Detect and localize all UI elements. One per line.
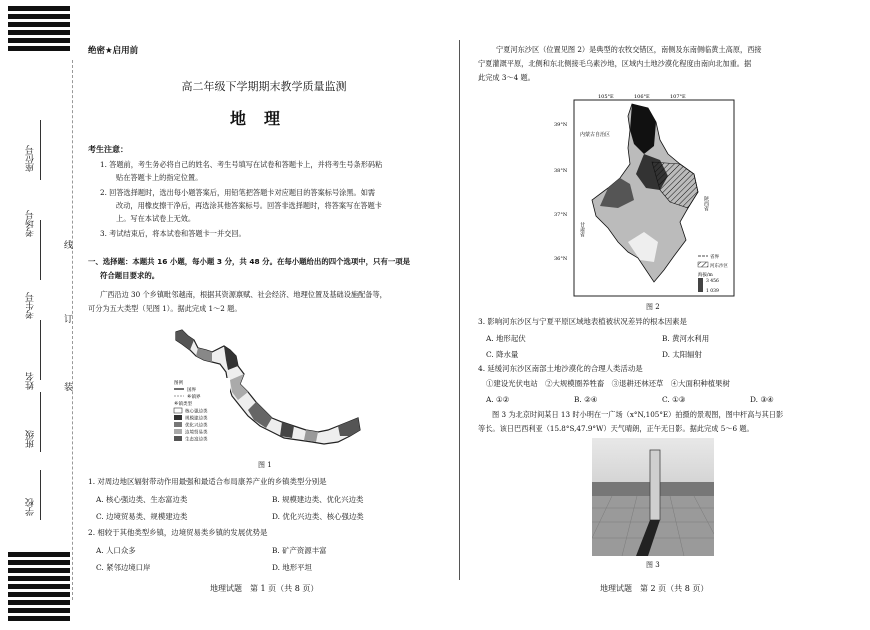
intro-line: 广西沿边 30 个乡镇毗邻越南，根据其资源禀赋、社会经济、地理位置及基础设施配备等，	[100, 290, 387, 299]
q4-option-a[interactable]: A. ①②	[486, 395, 510, 404]
legend-swatch	[174, 436, 182, 441]
seat-label: 座位号	[26, 145, 36, 172]
notice-item: 贴在答题卡上的指定位置。	[116, 173, 203, 182]
binding-strip	[0, 0, 72, 630]
notice-item: 2. 回答选择题时，选出每小题答案后，用铅笔把答题卡对应题目的答案标号涂黑。如需	[100, 188, 376, 197]
notice-item: 改动，用橡皮擦干净后，再选涂其他答案标号。回答非选择题时，将答案写在答题卡	[116, 201, 382, 210]
strip-bar	[8, 552, 70, 557]
legend-item: 海拔/m	[698, 273, 713, 278]
legend-item: 乡镇界	[187, 395, 201, 400]
legend-item: 国界	[187, 388, 196, 393]
strip-bar	[8, 592, 70, 597]
strip-bar	[8, 576, 70, 581]
notice-heading: 考生注意：	[88, 145, 128, 154]
legend-swatch	[174, 415, 182, 420]
strip-bar	[8, 568, 70, 573]
fill-line	[40, 120, 41, 180]
q1-option-d[interactable]: D. 优化兴边类、核心强边类	[272, 512, 364, 521]
lon-label: 106°E	[634, 94, 650, 100]
q4-option-d[interactable]: D. ③④	[750, 395, 774, 404]
q3-option-b[interactable]: B. 黄河水利用	[662, 334, 710, 343]
fill-line	[40, 220, 41, 280]
cut-mark: 装	[64, 383, 74, 393]
confidential-mark: 绝密★启用前	[88, 46, 139, 56]
legend-item: 乡镇类型	[174, 402, 192, 407]
legend-item: 生态富边类	[185, 437, 208, 443]
notice-item: 上。写在本试卷上无效。	[116, 214, 196, 223]
q1-option-a[interactable]: A. 核心强边类、生态富边类	[96, 495, 188, 504]
strip-bar	[8, 30, 70, 35]
legend-title: 图例	[174, 381, 183, 386]
q2-option-b[interactable]: B. 矿产资源丰富	[272, 546, 327, 555]
page-divider	[459, 40, 460, 580]
name-label: 姓名	[26, 372, 36, 390]
intro-line: 此完成 3～4 题。	[478, 73, 535, 82]
q2-stem: 2. 相较于其他类型乡镇，边境贸易类乡镇的发展优势是	[88, 528, 268, 537]
region-label: 内蒙古自治区	[580, 132, 611, 138]
strip-bar	[8, 46, 70, 51]
intro-line: 宁夏灌溉平原，北侧和东北侧接毛乌素沙地，区域内土地沙漠化程度由南向北加重。据	[478, 59, 752, 68]
legend-item: 核心强边类	[185, 409, 208, 415]
township-core	[338, 418, 360, 436]
school-label: 学校	[26, 498, 36, 516]
q2-option-c[interactable]: C. 紧邻边境口岸	[96, 563, 151, 572]
legend-item: 河东沙区	[710, 264, 728, 269]
lon-label: 105°E	[598, 94, 614, 100]
q4-option-c[interactable]: C. ①③	[662, 395, 686, 404]
legend-swatch	[698, 262, 708, 267]
q3-option-d[interactable]: D. 太阳辐射	[662, 350, 702, 359]
section-heading-b: 在每小题给出的四个选项中，只有一项是	[276, 257, 411, 266]
region-label: 甘肃省	[579, 222, 585, 237]
lat-label: 39°N	[554, 122, 568, 128]
q2-option-d[interactable]: D. 地形平坦	[272, 563, 312, 572]
examinee-label: 考生号	[26, 292, 36, 319]
q2-option-a[interactable]: A. 人口众多	[96, 546, 136, 555]
figure1-caption: 图 1	[258, 461, 272, 469]
fig3-intro-line: 等长。该日巴西利亚（15.8°S,47.9°W）天气晴朗，正午无日影。据此完成 5～6 题。	[478, 424, 754, 433]
q1-option-b[interactable]: B. 规模建边类、优化兴边类	[272, 495, 364, 504]
intro-line: 宁夏河东沙区（位置见图 2）是典型的农牧交错区，南侧及东南侧临黄土高原，西接	[496, 45, 762, 54]
elevation-max: 3 456	[706, 279, 719, 284]
township-scale	[196, 348, 212, 362]
section-heading	[88, 256, 448, 269]
lat-label: 37°N	[554, 212, 568, 218]
fill-line	[40, 470, 41, 520]
strip-bar	[8, 14, 70, 19]
exam-title: 高二年级下学期期末教学质量监测	[181, 80, 347, 93]
strip-bar	[8, 38, 70, 43]
strip-bar	[8, 6, 70, 11]
township-trade	[280, 422, 294, 438]
q1-stem: 1. 对周边地区辐射带动作用最强和最适合布局康养产业的乡镇类型分别是	[88, 477, 327, 486]
strip-bar	[8, 600, 70, 605]
cut-mark: 线	[64, 241, 74, 251]
subject-title: 地理	[229, 109, 298, 128]
legend-item: 优化兴边类	[185, 423, 208, 429]
lon-label: 107°E	[670, 94, 686, 100]
page-footer-left: 地理试题 第 1 页（共 8 页）	[210, 584, 319, 593]
q4-stem: 4. 延缓河东沙区南部土地沙漠化的合理人类活动是	[478, 364, 643, 373]
elevation-ramp	[698, 278, 703, 292]
legend-swatch	[174, 422, 182, 427]
strip-bar	[8, 608, 70, 613]
page-footer-right: 地理试题 第 2 页（共 8 页）	[600, 584, 709, 593]
strip-bar	[8, 584, 70, 589]
fill-line	[40, 392, 41, 452]
cut-mark: 订	[64, 315, 74, 325]
fig3-intro-line: 图 3 为北京时间某日 13 时小明在一广场（x°N,105°E）拍摄的景观图，图中杆高与其日影	[492, 410, 784, 419]
q3-stem: 3. 影响河东沙区与宁夏平原区域地表植被状况差异的根本因素是	[478, 317, 687, 326]
q3-option-a[interactable]: A. 地形起伏	[486, 334, 526, 343]
fill-line	[40, 320, 41, 380]
pole	[650, 450, 660, 520]
legend-item: 边境贸易类	[185, 430, 208, 436]
section-heading-a: 一、选择题：本题共 16 小题，每小题 3 分，共 48 分。	[88, 257, 277, 266]
room-label: 考场号	[26, 210, 36, 237]
township-scale	[304, 430, 318, 442]
lat-label: 36°N	[554, 256, 568, 262]
figure2-map	[548, 92, 748, 300]
figure3-photo	[592, 438, 714, 556]
strip-bar	[8, 560, 70, 565]
class-label: 班级	[26, 430, 36, 448]
figure2-caption: 图 2	[646, 303, 660, 311]
legend-swatch	[174, 408, 182, 413]
legend-item: 规模建边类	[185, 416, 208, 422]
q4-option-b[interactable]: B. ②④	[574, 395, 598, 404]
strip-bar	[8, 616, 70, 621]
figure1-map	[168, 326, 368, 456]
notice-item: 3. 考试结束后，将本试卷和答题卡一并交回。	[100, 229, 246, 238]
elevation-min: 1 039	[706, 289, 719, 294]
region-label: 陕西省	[703, 196, 709, 211]
figure3-caption: 图 3	[646, 561, 660, 569]
cut-line	[72, 60, 73, 600]
strip-bar	[8, 22, 70, 27]
q1-option-c[interactable]: C. 边境贸易类、规模建边类	[96, 512, 188, 521]
lat-label: 38°N	[554, 168, 568, 174]
q3-option-c[interactable]: C. 降水量	[486, 350, 519, 359]
q4-items: ①建设光伏电站 ②大规模圈养牲畜 ③退耕还林还草 ④大面积种植果树	[486, 379, 730, 388]
intro-line: 可分为五大类型（见图 1）。据此完成 1～2 题。	[88, 304, 242, 313]
section-heading-c: 符合题目要求的。	[100, 271, 160, 280]
legend-swatch	[174, 429, 182, 434]
legend-item: 省界	[710, 255, 719, 260]
notice-item: 1. 答题前，考生务必将自己的姓名、考生号填写在试卷和答题卡上，并将考生号条形码粘	[100, 160, 383, 169]
